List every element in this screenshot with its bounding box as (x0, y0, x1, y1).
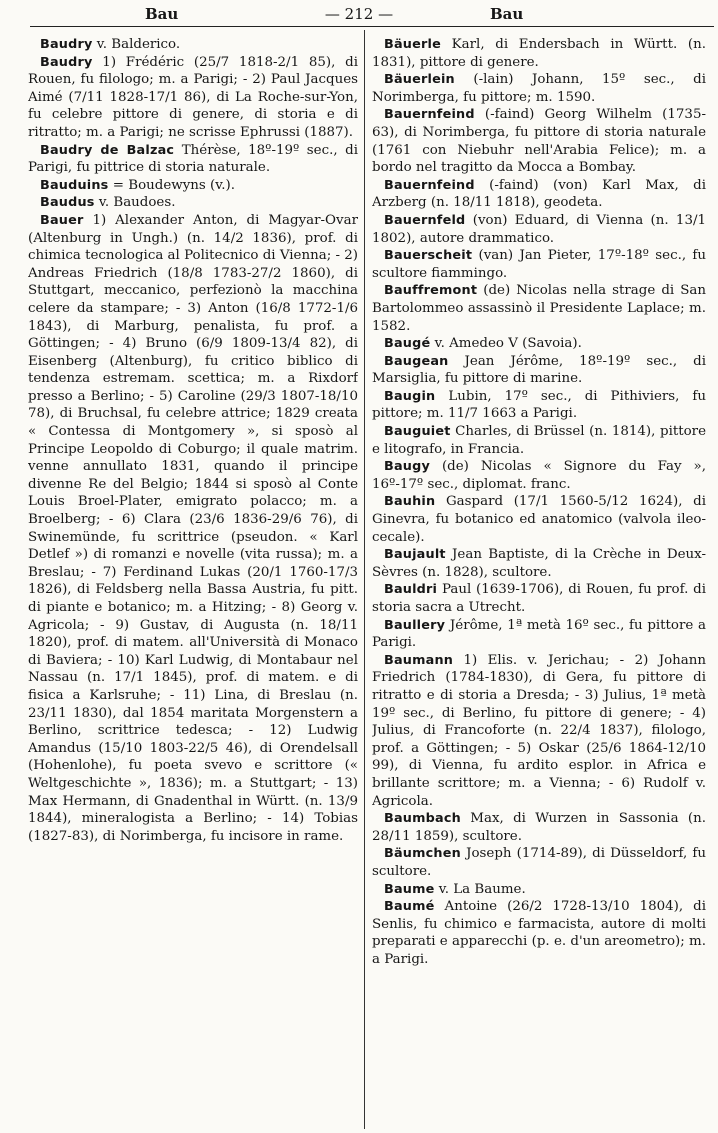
dictionary-entry (28, 212, 358, 845)
dictionary-entry (372, 652, 706, 810)
dictionary-entry (372, 458, 706, 493)
dictionary-entry (372, 388, 706, 423)
dictionary-entry (372, 247, 706, 282)
dictionary-entry (372, 546, 706, 581)
entry-headword: Baumann (384, 652, 454, 668)
entry-headword: Baumbach (384, 811, 461, 827)
dictionary-entry (372, 423, 706, 458)
entry-text: = Boudewyns (v.). (112, 177, 235, 193)
dictionary-entry (372, 353, 706, 388)
entry-text: v. La Baume. (438, 881, 526, 897)
entry-headword: Baujault (384, 547, 446, 563)
dictionary-entry (372, 845, 706, 880)
entry-text: Charles, di Brüssel (n. 1814), pittore e litografo, in Francia. (372, 424, 706, 457)
running-head-left: Bau (145, 5, 179, 23)
dictionary-entry (372, 617, 706, 652)
entry-headword: Bauernfeind (384, 107, 475, 123)
entry-text: v. Baudoes. (98, 195, 176, 211)
entry-text: (van) Jan Pieter, 17º-18º sec., fu scultore fiammingo. (372, 248, 706, 281)
entry-headword: Baullery (384, 617, 446, 633)
entry-headword: Bäuerlein (384, 72, 455, 88)
dictionary-entry (372, 581, 706, 616)
dictionary-entry (372, 282, 706, 335)
entry-text: v. Amedeo V (Savoia). (434, 336, 582, 352)
dictionary-entry (372, 71, 706, 106)
dictionary-entry (372, 212, 706, 247)
entry-headword: Bauernfeld (384, 212, 466, 228)
entry-headword: Bauerscheit (384, 248, 473, 264)
dictionary-entry (372, 106, 706, 176)
entry-headword: Baugé (384, 336, 431, 352)
dictionary-entry (372, 36, 706, 71)
entry-headword: Bauer (40, 212, 84, 228)
running-head-right: Bau (490, 5, 524, 23)
entry-headword: Bauguiet (384, 424, 451, 440)
entry-text: 1) Elis. v. Jerichau; - 2) Johann Friedrich (1784-1830), di Gera, fu pittore di ritratto e di storia a Dresda; - 3) Julius, 1ª metà 19º sec., di Berlino, fu pittore di genere; - 4) Julius, di Francoforte (n. 22/4 1837), filologo, prof. a Göttingen; - 5) Oskar (25/6 1864-12/10 99), di Vienna, fu ardito esplor. in Africa e brillante scrittore; m. a Vienna; - 6) Rudolf v. Agricola. (372, 652, 706, 809)
entry-headword: Bäuerle (384, 37, 441, 52)
entry-headword: Bauernfeind (384, 177, 475, 193)
dictionary-entry (372, 335, 706, 353)
dictionary-entry (372, 881, 706, 899)
entry-text: (de) Nicolas « Signore du Fay », 16º-17º sec., diplomat. franc. (372, 459, 706, 492)
entry-text: (-lain) Johann, 15º sec., di Norimberga, fu pittore; m. 1590. (372, 72, 706, 105)
page-header (0, 0, 718, 30)
entry-headword: Bauduins (40, 177, 109, 193)
entry-headword: Bauffremont (384, 283, 478, 299)
entry-text: v. Balderico. (96, 37, 181, 52)
dictionary-entry (372, 493, 706, 546)
page-number: — 212 — (324, 5, 394, 23)
entry-headword: Baumé (384, 899, 435, 915)
dictionary-entry (28, 54, 358, 142)
entry-headword: Bäumchen (384, 846, 461, 862)
dictionary-entry (28, 142, 358, 177)
entry-text: Jean Jérôme, 18º-19º sec., di Marsiglia, fu pittore di marine. (372, 353, 706, 387)
dictionary-entry (28, 177, 358, 195)
entry-text: Karl, di Endersbach in Württ. (n. 1831), pittore di genere. (372, 37, 706, 70)
entry-text: (de) Nicolas nella strage di San Bartolommeo assassinò il Presidente Laplace; m. 1582. (372, 283, 706, 334)
entry-headword: Baudry (40, 37, 93, 52)
entry-headword: Bauldri (384, 582, 438, 598)
entry-headword: Baugy (384, 459, 431, 475)
entry-text: (-faind) Georg Wilhelm (1735-63), di Norimberga, fu pittore di storia naturale (1761 con Niebuhr nell'Arabia Felice); m. a bordo nel tragitto da Mocca a Bombay. (372, 107, 706, 176)
entry-text: 1) Alexander Anton, di Magyar-Ovar (Altenburg in Ungh.) (n. 14/2 1836), prof. di chimica tecnologica al Politecnico di Vienna; - 2) Andreas Friedrich (18/8 1783-27/2 1860), di Stuttgart, meccanico, perfezionò la macchina celere da stampare; - 3) Anton (16/8 1772-1/6 1843), di Marburg, penalista, fu prof. a Göttingen; - 4) Bruno (6/9 1809-13/4 82), di Eisenberg (Altenburg), fu critico biblico di tendenza estremam. scettica; m. a Rixdorf presso a Berlino; - 5) Caroline (29/3 1807-18/10 78), di Bruchsal, fu celebre attrice; 1829 creata « Contessa di Montgomery », si sposò al Principe Leopoldo di Coburgo; il quale matrim. venne annullato 1831, quando il principe divenne Re del Belgio; 1844 si sposò al Conte Louis Broel-Plater, emigrato polacco; m. a Broelberg; - 6) Clara (23/6 1836-29/6 76), di Swinemünde, fu scrittrice (pseudon. « Karl Detlef ») di romanzi e novelle (vita russa); m. a Breslau; - 7) Ferdinand Lukas (20/1 1760-17/3 1826), di Feldsberg nella Bassa Austria, fu pitt. di piante e botanico; m. a Hitzing; - 8) Georg v. Agricola; - 9) Gustav, di Augusta (n. 18/11 1820), prof. di matem. all'Università di Monaco di Baviera; - 10) Karl Ludwig, di Montabaur nel Nassau (n. 17/1 1845), prof. di matem. e di fisica a Karlsruhe; - 11) Lina, di Breslau (n. 23/11 1830), dal 1854 maritata Morgenstern a Berlino, scrittrice tedesca; - 12) Ludwig Amandus (15/10 1803-22/5 46), di Orendelsall (Hohenlohe), fu poeta svevo e scrittore (« Weltgeschichte », 1836); m. a Stuttgart; - 13) Max Hermann, di Gnadenthal in Württ. (n. 13/9 1844), mineralogista a Berlino; - 14) Tobias (1827-83), di Norimberga, fu incisore in rame. (28, 212, 358, 844)
entry-headword: Baudry (40, 54, 93, 70)
entry-text: (-faind) (von) Karl Max, di Arzberg (n. 18/11 1818), geodeta. (372, 177, 706, 211)
dictionary-entry (372, 810, 706, 845)
dictionary-entry (28, 36, 358, 54)
entry-text: Max, di Wurzen in Sassonia (n. 28/11 1859), scultore. (372, 811, 706, 844)
dictionary-entry (372, 898, 706, 968)
entry-text: Lubin, 17º sec., di Pithiviers, fu pittore; m. 11/7 1663 a Parigi. (372, 388, 706, 422)
entry-text: Paul (1639-1706), di Rouen, fu prof. di storia sacra a Utrecht. (372, 582, 706, 615)
left-column (28, 36, 358, 1129)
entry-text: Jean Baptiste, di la Crèche in Deux-Sèvres (n. 1828), scultore. (372, 547, 706, 580)
dictionary-entry (372, 177, 706, 212)
entry-text: Joseph (1714-89), di Düsseldorf, fu scultore. (372, 846, 706, 879)
entry-headword: Baume (384, 881, 435, 897)
entry-text: 1) Frédéric (25/7 1818-2/1 85), di Rouen, fu filologo; m. a Parigi; - 2) Paul Jacques Aimé (7/11 1828-17/1 86), di La Roche-sur-Yon, fu celebre pittore di genere, di storia e di ritratto; m. a Parigi; ne scrisse Ephrussi (1887). (28, 54, 358, 140)
dictionary-entry (28, 194, 358, 212)
entry-headword: Bauhin (384, 494, 436, 510)
entry-text: Jérôme, 1ª metà 16º sec., fu pittore a Parigi. (372, 617, 706, 651)
column-divider (364, 30, 365, 1129)
right-column (372, 36, 706, 1129)
entry-headword: Baugin (384, 388, 436, 404)
header-rule (30, 26, 714, 27)
entry-headword: Baugean (384, 353, 449, 369)
entry-text: Thérèse, 18º-19º sec., di Parigi, fu pittrice di storia naturale. (28, 142, 358, 176)
entry-headword: Baudus (40, 195, 95, 211)
entry-headword: Baudry de Balzac (40, 142, 175, 158)
entry-text: Gaspard (17/1 1560-5/12 1624), di Ginevra, fu botanico ed anatomico (valvola ileo-cecale). (372, 494, 706, 545)
entry-text: Antoine (26/2 1728-13/10 1804), di Senlis, fu chimico e farmacista, autore di molti preparati e apparecchi (p. e. d'un areometro); m. a Parigi. (372, 899, 706, 967)
entry-text: (von) Eduard, di Vienna (n. 13/1 1802), autore drammatico. (372, 212, 706, 246)
